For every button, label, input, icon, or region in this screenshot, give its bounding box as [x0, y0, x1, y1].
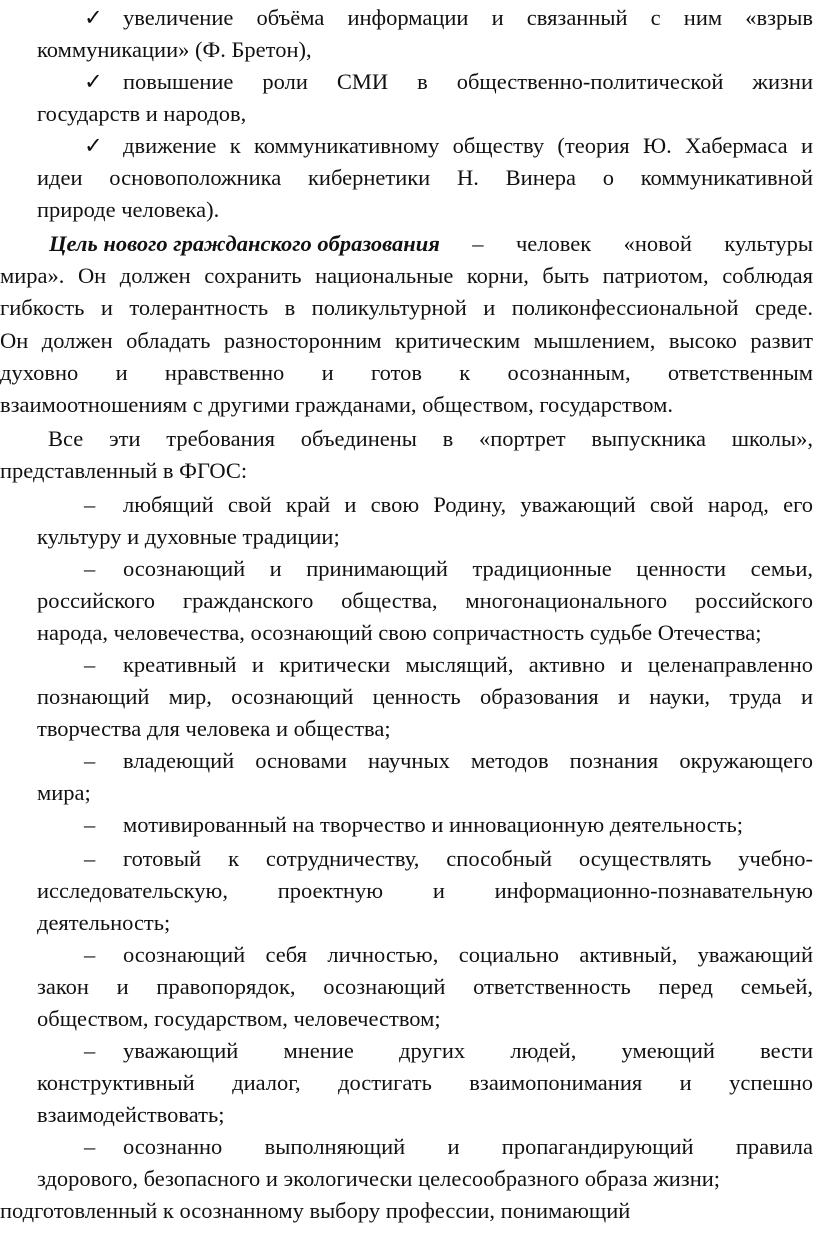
- dash-marker: –: [84, 492, 96, 517]
- dash-item-8-line-1: уважающий мнение других людей, умеющий вести: [123, 1038, 813, 1063]
- check-mark-icon: ✓: [84, 5, 103, 30]
- dash-item-8-line-2: конструктивный диалог, достигать взаимопонимания и успешно: [37, 1070, 813, 1095]
- check-item-3-line-3: природе человека).: [37, 197, 220, 222]
- goal-line-2: мира». Он должен сохранить национальные корни, быть патриотом, соблюдая: [0, 263, 813, 288]
- dash-item-4-line-2: мира;: [37, 780, 91, 805]
- check-item-3-line-1: движение к коммуникативному обществу (теория Ю. Хабермаса и: [123, 133, 813, 158]
- goal-line-3: гибкость и толерантность в поликультурной и поликонфессиональной среде.: [0, 295, 813, 320]
- dash-item-2-line-3: народа, человечества, осознающий свою сопричастность судьбе Отечества;: [37, 620, 762, 645]
- dash-item-9-line-1: осознанно выполняющий и пропагандирующий правила: [123, 1134, 813, 1159]
- dash-item-2-line-2: российского гражданского общества, многонационального российского: [37, 588, 813, 613]
- portrait-intro-line-2: представленный в ФГОС:: [0, 458, 248, 483]
- dash-item-6-line-2: исследовательскую, проектную и информационно-познавательную: [37, 878, 813, 903]
- check-item-2-line-1: повышение роли СМИ в общественно-политической жизни: [123, 69, 813, 94]
- dash-item-1-line-2: культуру и духовные традиции;: [37, 524, 340, 549]
- dash-marker: –: [84, 748, 96, 773]
- dash-marker: –: [84, 556, 96, 581]
- goal-line-6: взаимоотношениям с другими гражданами, обществом, государством.: [0, 392, 673, 417]
- dash-item-7-line-2: закон и правопорядок, осознающий ответственность перед семьей,: [37, 974, 813, 999]
- dash-item-3-line-2: познающий мир, осознающий ценность образования и науки, труда и: [37, 684, 813, 709]
- dash-item-7-line-3: обществом, государством, человечеством;: [37, 1006, 441, 1031]
- dash-item-9-line-2: здорового, безопасного и экологически целесообразного образа жизни;: [37, 1166, 721, 1191]
- dash-marker: –: [84, 812, 96, 837]
- dash-marker: –: [84, 846, 96, 871]
- last-line: подготовленный к осознанному выбору профессии, понимающий: [0, 1198, 631, 1223]
- dash-item-6-line-1: готовый к сотрудничеству, способный осуществлять учебно-: [123, 846, 813, 871]
- goal-term: Цель нового гражданского образования: [49, 231, 440, 256]
- goal-line-5: духовно и нравственно и готов к осознанным, ответственным: [0, 360, 813, 385]
- dash-item-7-line-1: осознающий себя личностью, социально активный, уважающий: [123, 942, 813, 967]
- dash-marker: –: [84, 1134, 96, 1159]
- check-mark-icon: ✓: [84, 69, 103, 94]
- check-item-2-line-2: государств и народов,: [37, 101, 247, 126]
- dash-marker: –: [84, 942, 96, 967]
- goal-first-line-rest: – человек «новой культуры: [439, 231, 813, 256]
- portrait-intro-line-1: Все эти требования объединены в «портрет выпускника школы»,: [48, 426, 813, 451]
- dash-item-4-line-1: владеющий основами научных методов познания окружающего: [123, 748, 813, 773]
- dash-marker: –: [84, 652, 96, 677]
- goal-paragraph-first-line: [49, 227, 813, 261]
- dash-item-3-line-3: творчества для человека и общества;: [37, 716, 391, 741]
- check-item-1-line-1: увеличение объёма информации и связанный с ним «взрыв: [123, 5, 813, 30]
- dash-item-1-line-1: любящий свой край и свою Родину, уважающий свой народ, его: [123, 492, 813, 517]
- dash-item-6-line-3: деятельность;: [37, 910, 171, 935]
- dash-item-2-line-1: осознающий и принимающий традиционные ценности семьи,: [123, 556, 813, 581]
- dash-marker: –: [84, 1038, 96, 1063]
- goal-line-4: Он должен обладать разносторонним критическим мышлением, высоко развит: [0, 328, 813, 353]
- check-mark-icon: ✓: [84, 133, 103, 158]
- dash-item-5-line-1: мотивированный на творчество и инновационную деятельность;: [123, 812, 744, 837]
- dash-item-3-line-1: креативный и критически мыслящий, активно и целенаправленно: [123, 652, 813, 677]
- check-item-1-line-2: коммуникации» (Ф. Бретон),: [37, 37, 312, 62]
- check-item-3-line-2: идеи основоположника кибернетики Н. Винера о коммуникативной: [37, 165, 813, 190]
- dash-item-8-line-3: взаимодействовать;: [37, 1102, 225, 1127]
